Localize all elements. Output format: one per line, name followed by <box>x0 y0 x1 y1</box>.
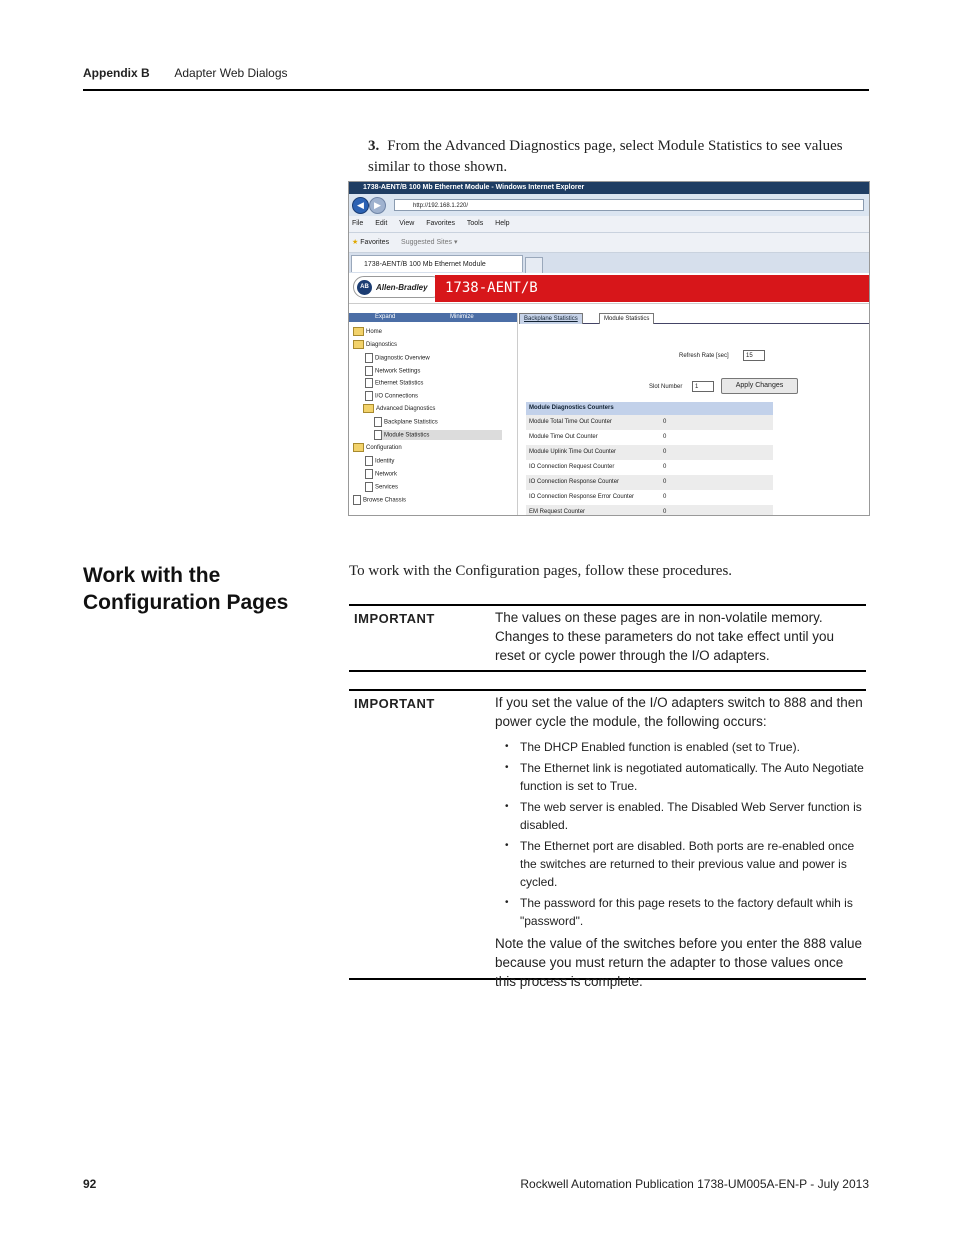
refresh-rate-input[interactable]: 15 <box>743 350 765 361</box>
nav-io-connections[interactable]: I/O Connections <box>365 391 418 401</box>
tab-backplane-statistics[interactable]: Backplane Statistics <box>519 313 583 324</box>
bullet-list <box>495 738 865 930</box>
page-icon <box>365 391 373 401</box>
tab-strip <box>349 253 869 273</box>
back-icon[interactable]: ◀ <box>352 197 369 214</box>
nav-identity[interactable]: Identity <box>365 456 394 466</box>
page-icon <box>365 378 373 388</box>
url-field[interactable]: http://192.168.1.220/ <box>394 199 864 211</box>
menu-favorites[interactable]: Favorites <box>426 220 456 227</box>
favorites-bar <box>349 233 869 253</box>
page-icon <box>374 417 382 427</box>
list-item: • The Ethernet port are disabled. Both ports are re-enabled once the switches are returned to their previous value and power is cycled. <box>495 837 865 891</box>
page-icon <box>365 353 373 363</box>
menu-edit[interactable]: Edit <box>375 220 388 227</box>
header-title: Adapter Web Dialogs <box>174 66 288 80</box>
new-tab-button[interactable] <box>525 257 543 274</box>
nav-diagnostics[interactable]: Diagnostics <box>353 340 397 349</box>
star-icon: ★ <box>352 239 359 246</box>
nav-browse-chassis[interactable]: Browse Chassis <box>353 495 406 505</box>
forward-icon[interactable]: ▶ <box>369 197 386 214</box>
slot-number-label: Slot Number <box>649 384 683 390</box>
refresh-rate-label: Refresh Rate [sec] <box>679 353 729 359</box>
page-icon <box>365 482 373 492</box>
table-row: IO Connection Response Error Counter 0 <box>529 494 667 500</box>
intro-text: To work with the Configuration pages, follow these procedures. <box>349 563 733 579</box>
step-number: 3. <box>368 138 380 154</box>
publication-info: Rockwell Automation Publication 1738-UM005A-EN-P - July 2013 <box>520 1177 869 1191</box>
list-item: • The DHCP Enabled function is enabled (set to True). <box>495 738 865 756</box>
page-icon <box>365 456 373 466</box>
nav-backplane-statistics[interactable]: Backplane Statistics <box>374 417 438 427</box>
table-row: Module Total Time Out Counter 0 <box>526 415 773 430</box>
folder-open-icon <box>353 443 364 452</box>
menu-view[interactable]: View <box>399 220 415 227</box>
allen-bradley-logo <box>353 276 443 298</box>
section-title: Work with the Configuration Pages <box>83 564 289 614</box>
address-bar <box>349 194 869 216</box>
step-3 <box>368 136 873 178</box>
table-row: Module Time Out Counter 0 <box>529 434 667 440</box>
module-statistics-pane <box>519 313 869 515</box>
list-item: • The password for this page resets to the factory default whih is "password". <box>495 894 865 930</box>
important-box-1 <box>349 604 866 672</box>
important-note: Note the value of the switches before you enter the 888 value because you must return the adapter to those values once this process is complete. <box>495 936 862 989</box>
slot-number-input[interactable]: 1 <box>692 381 714 392</box>
module-counters-table <box>526 402 773 516</box>
table-title: Module Diagnostics Counters <box>526 402 773 415</box>
nav-diagnostic-overview[interactable]: Diagnostic Overview <box>365 353 430 363</box>
favorites-button[interactable]: Favorites <box>360 239 390 246</box>
page-icon <box>365 366 373 376</box>
folder-icon <box>353 327 364 336</box>
nav-home[interactable]: Home <box>353 327 382 336</box>
page-icon <box>353 495 361 505</box>
important-label: IMPORTANT <box>354 696 435 711</box>
suggested-sites[interactable]: Suggested Sites ▾ <box>401 239 458 246</box>
table-row: Module Uplink Time Out Counter 0 <box>526 445 773 460</box>
stats-tabs <box>519 313 869 324</box>
table-body <box>526 415 773 516</box>
important-label: IMPORTANT <box>354 611 435 626</box>
nav-ethernet-statistics[interactable]: Ethernet Statistics <box>365 378 423 388</box>
nav-network[interactable]: Network <box>365 469 397 479</box>
app-content <box>349 313 869 515</box>
important-box-2 <box>349 689 866 989</box>
folder-open-icon <box>353 340 364 349</box>
list-item: • The web server is enabled. The Disabled Web Server function is disabled. <box>495 798 865 834</box>
page-number: 92 <box>83 1177 97 1191</box>
ab-mark: AB <box>357 280 372 295</box>
running-header <box>83 66 288 80</box>
product-title: 1738-AENT/B <box>435 275 869 302</box>
important-content <box>495 693 865 991</box>
folder-open-icon <box>363 404 374 413</box>
page-icon <box>365 469 373 479</box>
menu-help[interactable]: Help <box>495 220 510 227</box>
table-row: IO Connection Response Counter 0 <box>526 475 773 490</box>
window-title: 1738-AENT/B 100 Mb Ethernet Module - Windows Internet Explorer <box>349 182 869 194</box>
table-row: IO Connection Request Counter 0 <box>529 464 667 470</box>
browser-tab[interactable]: 1738-AENT/B 100 Mb Ethernet Module <box>351 255 523 272</box>
expand-link[interactable]: Expand <box>375 314 396 320</box>
left-nav <box>349 313 518 515</box>
nav-services[interactable]: Services <box>365 482 398 492</box>
important-text: The values on these pages are in non-volatile memory. Changes to these parameters do not take effect until you reset or cycle power through the I/O adapters. <box>495 610 834 663</box>
table-row: EM Request Counter 0 <box>526 505 773 516</box>
menu-bar <box>349 216 869 233</box>
app-banner <box>349 273 869 304</box>
brand-name: Allen-Bradley <box>376 283 428 292</box>
minimize-link[interactable]: Minimize <box>450 314 474 320</box>
header-section: Appendix B <box>83 66 150 80</box>
menu-file[interactable]: File <box>352 220 364 227</box>
nav-toolbar <box>349 313 517 322</box>
browser-screenshot <box>348 181 870 516</box>
tab-module-statistics[interactable]: Module Statistics <box>599 313 654 324</box>
menu-tools[interactable]: Tools <box>466 220 484 227</box>
nav-module-statistics[interactable]: Module Statistics <box>374 430 502 440</box>
page-icon <box>374 430 382 440</box>
step-text: From the Advanced Diagnostics page, select Module Statistics to see values similar to those shown. <box>368 138 843 175</box>
header-rule <box>83 89 869 91</box>
list-item: • The Ethernet link is negotiated automatically. The Auto Negotiate function is set to True. <box>495 759 865 795</box>
apply-changes-button[interactable]: Apply Changes <box>721 378 798 394</box>
important-text: If you set the value of the I/O adapters switch to 888 and then power cycle the module, the following occurs: <box>495 695 863 729</box>
nav-network-settings[interactable]: Network Settings <box>365 366 420 376</box>
nav-configuration[interactable]: Configuration <box>353 443 402 452</box>
nav-advanced-diagnostics[interactable]: Advanced Diagnostics <box>363 404 435 413</box>
